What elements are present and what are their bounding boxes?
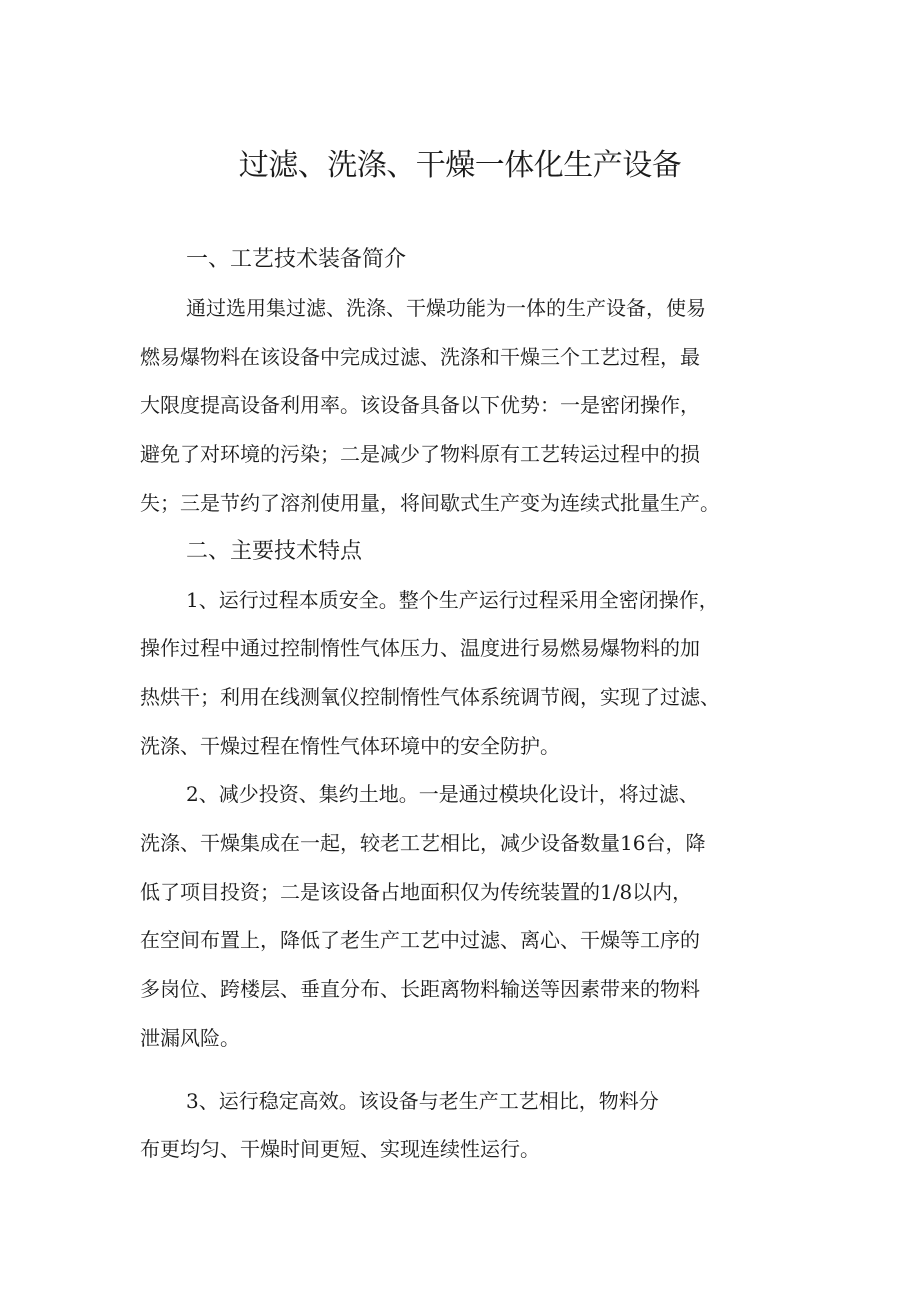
text-line: 2、减少投资、集约土地。一是通过模块化设计，将过滤、 xyxy=(186,782,699,807)
text-line: 洗涤、干燥集成在一起，较老工艺相比，减少设备数量16台，降 xyxy=(140,831,706,856)
paragraph-feature-investment xyxy=(140,770,784,1062)
text-line: 低了项目投资；二是该设备占地面积仅为传统装置的1/8以内， xyxy=(140,879,693,904)
text-line: 操作过程中通过控制惰性气体压力、温度进行易燃易爆物料的加 xyxy=(140,636,700,661)
section-heading-overview: 一、工艺技术装备简介 xyxy=(186,247,407,272)
text-line: 避免了对环境的污染；二是减少了物料原有工艺转运过程中的损 xyxy=(140,442,700,467)
text-line: 大限度提高设备利用率。该设备具备以下优势：一是密闭操作， xyxy=(140,393,700,418)
text-line: 失；三是节约了溶剂使用量，将间歇式生产变为连续式批量生产。 xyxy=(140,490,720,515)
document-body xyxy=(140,236,784,1174)
paragraph-overview xyxy=(140,284,784,528)
text-line: 多岗位、跨楼层、垂直分布、长距离物料输送等因素带来的物料 xyxy=(140,977,700,1002)
text-line: 泄漏风险。 xyxy=(140,1025,240,1050)
text-line: 在空间布置上，降低了老生产工艺中过滤、离心、干燥等工序的 xyxy=(140,928,700,953)
text-line: 洗涤、干燥过程在惰性气体环境中的安全防护。 xyxy=(140,733,560,758)
section-heading-features: 二、主要技术特点 xyxy=(186,538,363,564)
text-line: 布更均匀、干燥时间更短、实现连续性运行。 xyxy=(140,1137,540,1162)
text-line: 燃易爆物料在该设备中完成过滤、洗涤和干燥三个工艺过程，最 xyxy=(140,344,700,369)
document-title: 过滤、洗涤、干燥一体化生产设备 xyxy=(238,148,682,183)
paragraph-feature-safety xyxy=(140,576,784,771)
text-line: 3、运行稳定高效。该设备与老生产工艺相比，物料分 xyxy=(186,1088,659,1113)
paragraph-feature-stability xyxy=(140,1077,784,1174)
text-line: 热烘干；利用在线测氧仪控制惰性气体系统调节阀，实现了过滤、 xyxy=(140,684,720,709)
paragraph-spacer xyxy=(140,1063,784,1077)
text-line: 1、运行过程本质安全。整个生产运行过程采用全密闭操作， xyxy=(186,587,719,612)
text-line: 通过选用集过滤、洗涤、干燥功能为一体的生产设备，使易 xyxy=(186,296,706,320)
